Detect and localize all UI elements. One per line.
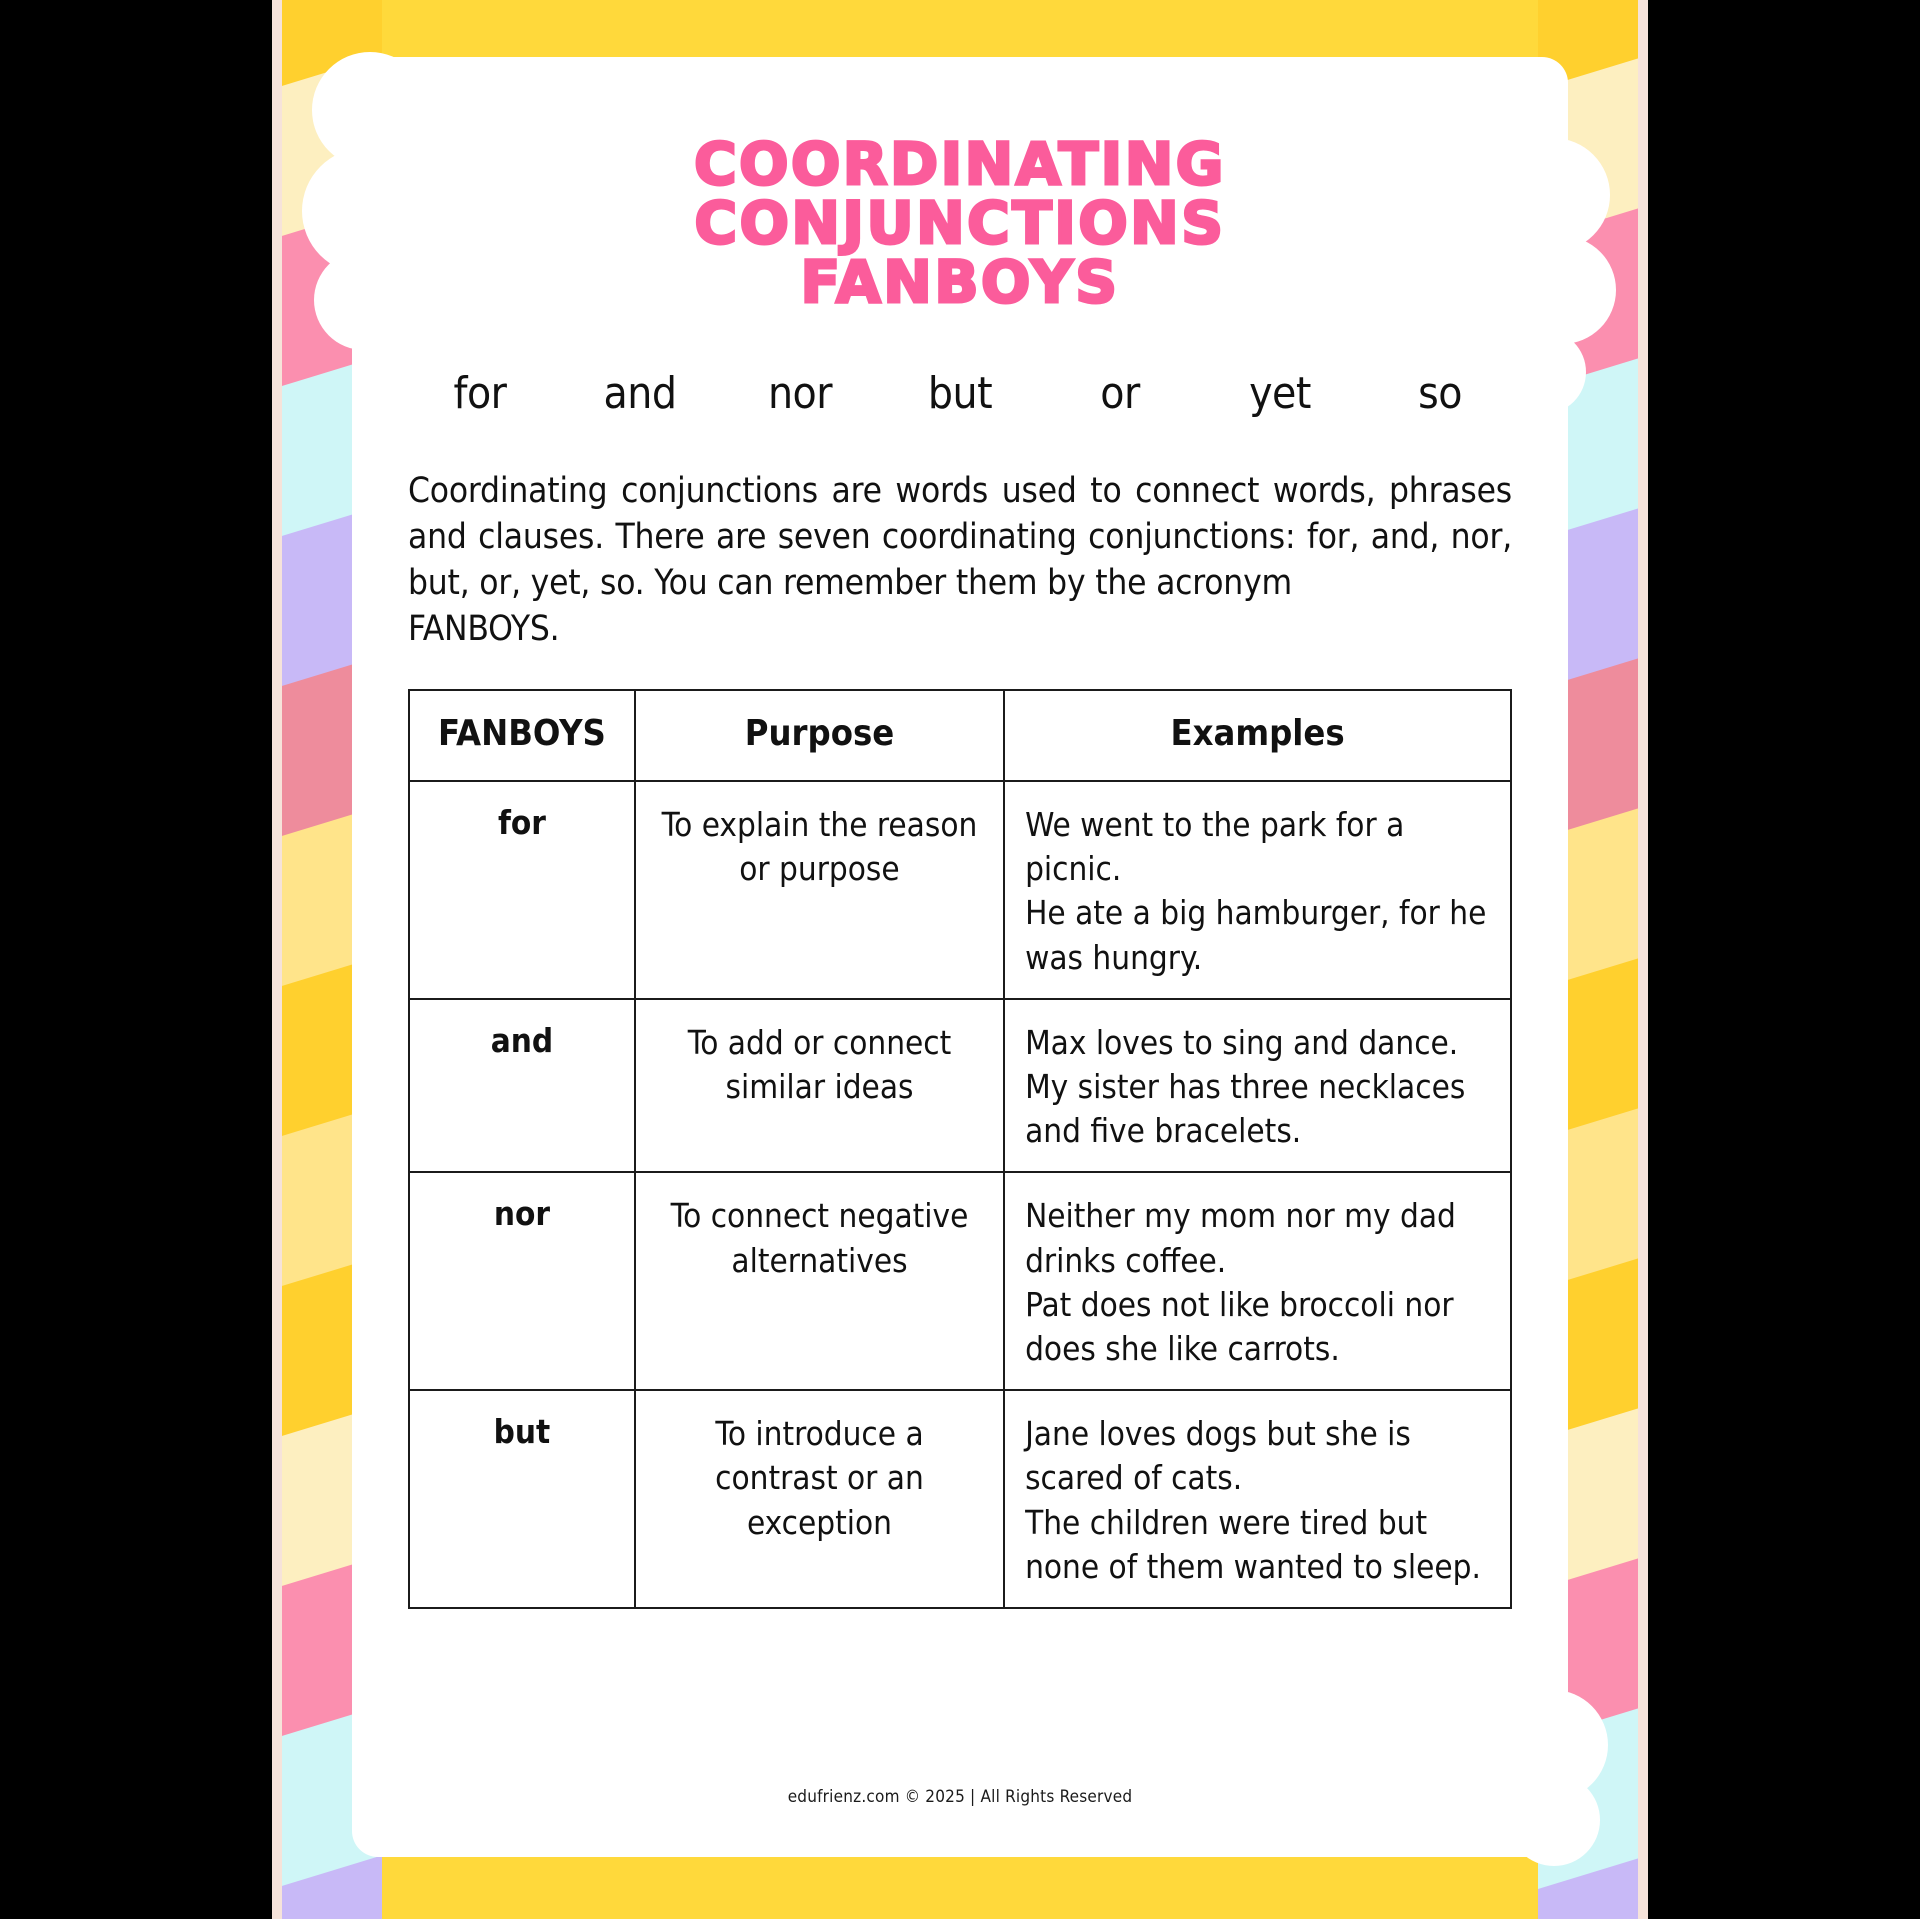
cell-examples-and [1004,999,1511,1173]
page-title [352,57,1568,317]
fanboys-word-row [352,368,1568,419]
fanboys-word-for: for [453,368,507,420]
example-sentence: My sister has three necklaces and five bracelets. [1025,1066,1466,1151]
cell-word-nor: nor [409,1172,635,1390]
example-sentence: Max loves to sing and dance. [1025,1022,1459,1062]
left-edge-rail [272,0,282,1919]
cell-word-but: but [409,1390,635,1608]
fanboys-word-so: so [1418,368,1462,420]
title-line-3: FANBOYS [800,248,1120,317]
intro-paragraph [408,469,1512,652]
content-card [352,57,1568,1857]
cell-purpose-and: To add or connect similar ideas [635,999,1004,1173]
fanboys-word-yet: yet [1249,368,1311,420]
title-line-2: CONJUNCTIONS [694,189,1226,258]
fanboys-table [408,689,1512,1609]
right-edge-rail [1638,0,1648,1919]
column-header-fanboys: FANBOYS [409,690,635,781]
table-row [409,1390,1511,1608]
fanboys-word-but: but [927,368,993,420]
cell-examples-for [1004,781,1511,999]
cell-examples-nor [1004,1172,1511,1390]
cell-word-for: for [409,781,635,999]
example-sentence: He ate a big hamburger, for he was hungry. [1025,893,1487,977]
left-black-gutter [0,0,272,1919]
example-sentence: The children were tired but none of them wanted to sleep. [1025,1502,1481,1586]
fanboys-word-and: and [603,368,677,420]
fanboys-word-nor: nor [767,368,833,420]
right-black-gutter [1648,0,1920,1919]
intro-text: Coordinating conjunctions are words used to connect words, phrases and clauses. There are seven coordinating conjunctions: for, and, nor, but, or, yet, so. You can remember them by the acronym [408,471,1512,604]
table-row [409,1172,1511,1390]
example-sentence: Jane loves dogs but she is scared of cats. [1025,1414,1411,1498]
fanboys-word-or: or [1100,368,1140,420]
footer-copyright: edufrienz.com © 2025 | All Rights Reserved [787,1787,1133,1807]
cell-purpose-for: To explain the reason or purpose [635,781,1004,999]
column-header-examples: Examples [1004,690,1511,781]
table-header-row [409,690,1511,781]
title-line-1: COORDINATING [694,130,1226,198]
cell-examples-but [1004,1390,1511,1608]
example-sentence: Pat does not like broccoli nor does she like carrots. [1025,1284,1454,1369]
cell-purpose-but: To introduce a contrast or an exception [635,1390,1004,1608]
table-row [409,781,1511,999]
example-sentence: We went to the park for a picnic. [1025,804,1405,889]
worksheet-poster [272,0,1648,1919]
intro-last-line: FANBOYS. [408,609,560,649]
column-header-purpose: Purpose [635,690,1004,781]
cell-purpose-nor: To connect negative alternatives [635,1172,1004,1390]
cell-word-and: and [409,999,635,1173]
table-row [409,999,1511,1173]
example-sentence: Neither my mom nor my dad drinks coffee. [1025,1196,1456,1280]
